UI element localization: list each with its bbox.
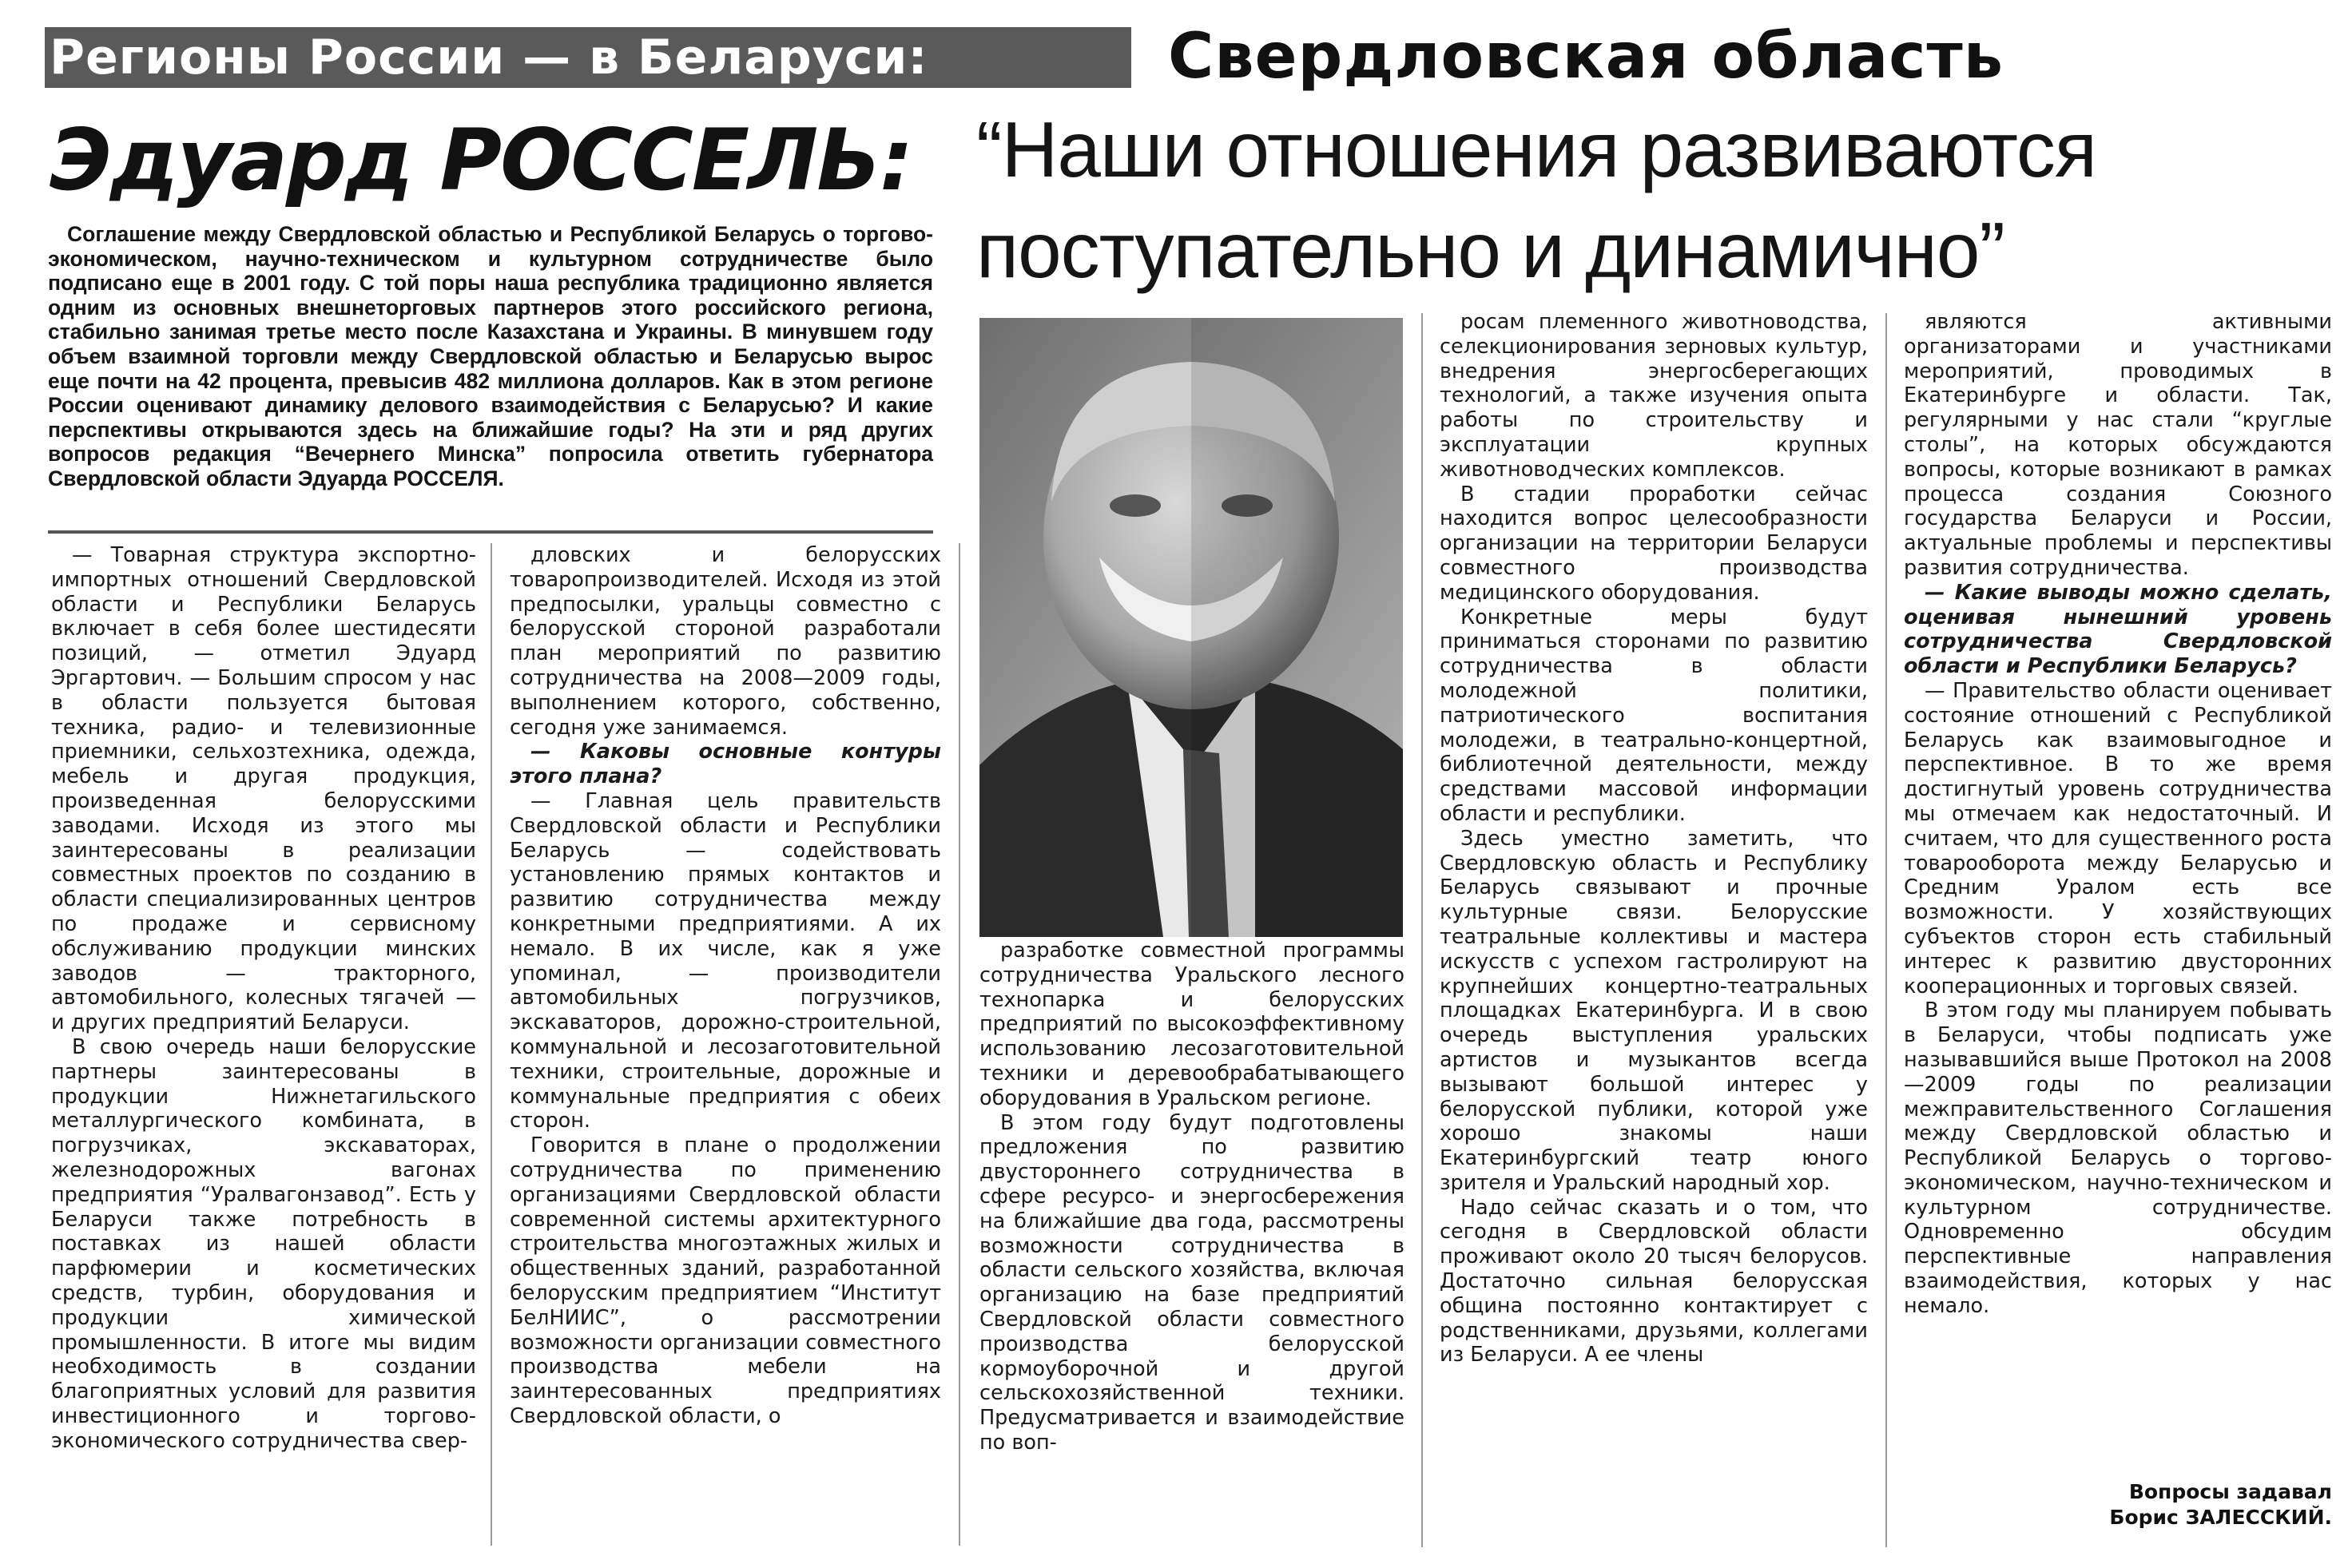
interview-question: — Какие выводы можно сделать, оценивая нынешний уровень сотрудничества Свердловской области и Республики Беларусь? — [1904, 580, 2332, 679]
byline-author: Борис ЗАЛЕССКИЙ. — [2109, 1506, 2332, 1529]
article-column-4 — [1440, 310, 1868, 1552]
lead-divider — [48, 530, 933, 534]
headline-quote — [976, 99, 2247, 315]
column-divider — [1885, 313, 1887, 1547]
byline-role: Вопросы задавал — [2128, 1480, 2332, 1503]
paragraph: — Главная цель правительств Свердловской области и Республики Беларусь — содействовать установлению прямых контактов и развитию сотрудничества между конкретными предприятиями. А их немало. В их числе, как я уже упоминал, — производители автомобильных погрузчиков, экскаваторов, дорожно-строительной, коммунальной и лесозаготовительной техники, строительные, дорожные и коммунальные предприятия с обеих сторон. — [510, 788, 941, 1133]
headline-quote-line-1: “Наши отношения развиваются — [976, 105, 2096, 193]
paragraph: — Товарная структура экспортно-импортных отношений Свердловской области и Республики Беларусь включает в себя более шестидесяти позиций, — отметил Эдуард Эргартович. — Большим спросом у нас в области пользуется бытовая техника, радио- и телевизионные приемники, сельхозтехника, одежда, мебель и другая продукция, произведенная белорусскими заводами. Исходя из этого мы заинтересованы в реализации совместных проектов по созданию в области специализированных центров по продаже и сервисному обслуживанию продукции минских заводов — тракторного, автомобильного, колесных тягачей — и других предприятий Беларуси. — [51, 543, 476, 1035]
article-column-1 — [51, 543, 476, 1550]
paragraph: В стадии проработки сейчас находится вопрос целесообразности организации на территории Беларуси совместного производства медицинского оборудования. — [1440, 482, 1868, 605]
paragraph: Конкретные меры будут приниматься сторонами по развитию сотрудничества в области молодежной политики, патриотического воспитания молодежи, в театрально-концертной, библиотечной деятельности, между средствами массовой информации области и республики. — [1440, 605, 1868, 826]
paragraph: В этом году будут подготовлены предложения по развитию двустороннего сотрудничества в сфере ресурсо- и энергосбережения на ближайшие два года, рассмотрены возможности сотрудничества в области сельского хозяйства, включая организацию на базе предприятий Свердловской области совместного производства белорусской кормоуборочной и другой сельскохозяйственной техники. Предусматривается и взаимодействие по воп- — [979, 1110, 1404, 1455]
portrait-illustration — [979, 318, 1403, 937]
portrait-photo — [979, 318, 1403, 937]
lead-paragraph: Соглашение между Свердловской областью и Республикой Беларусь о торгово-экономическом, научно-техническом и культурном сотрудничестве было подписано еще в 2001 году. С той поры наша республика традиционно является одним из основных внешнеторговых партнеров этого российского региона, стабильно занимая третье место после Казахстана и Украины. В минувшем году объем взаимной торговли между Свердловской областью и Беларусью вырос еще почти на 42 процента, превысив 482 миллиона долларов. Как в этом регионе России оценивают динамику делового взаимодействия с Беларусью? И какие перспективы открываются здесь на ближайшие годы? На эти и ряд других вопросов редакция “Вечернего Минска” попросила ответить губернатора Свердловской области Эдуарда РОССЕЛЯ. — [48, 222, 933, 490]
paragraph: Говорится в плане о продолжении сотрудничества по применению организациями Свердловской области современной системы архитектурного строительства многоэтажных жилых и общественных зданий, разработанной белорусским предприятием “Институт БелНИИС”, о рассмотрении возможности организации совместного производства мебели на заинтересованных предприятиях Свердловской области, о — [510, 1133, 941, 1428]
article-column-2 — [510, 543, 941, 1550]
column-divider — [959, 543, 960, 1546]
interview-question: — Каковы основные контуры этого плана? — [510, 740, 941, 789]
paragraph: дловских и белорусских товаропроизводителей. Исходя из этой предпосылки, уральцы совместно с белорусской стороной разработали план мероприятий по развитию сотрудничества на 2008—2009 годы, выполнением которого, собственно, сегодня уже занимаемся. — [510, 543, 941, 740]
paragraph: Надо сейчас сказать и о том, что сегодня в Свердловской области проживают около 20 тысяч белорусов. Достаточно сильная белорусская община постоянно контактирует с родственниками, друзьями, коллегами из Беларуси. А ее члены — [1440, 1195, 1868, 1368]
series-banner: Регионы России — в Беларуси: — [45, 27, 1131, 88]
headline-quote-line-2: поступательно и динамично” — [976, 206, 2005, 294]
paragraph: являются активными организаторами и участниками мероприятий, проводимых в Екатеринбурге и области. Так, регулярными у нас стали “круглые столы”, на которых обсуждаются вопросы, которые возникают в рамках процесса создания Союзного государства Беларуси и России, актуальные проблемы и перспективы развития сотрудничества. — [1904, 310, 2332, 580]
region-title: Свердловская область — [1168, 21, 2004, 93]
paragraph: Здесь уместно заметить, что Свердловскую область и Республику Беларусь связывают и прочные культурные связи. Белорусские театральные коллективы и мастера искусств с успехом гастролируют на крупнейших концертно-театральных площадках Екатеринбурга. И в свою очередь выступления уральских артистов и музыкантов всегда вызывают большой интерес у белорусской публики, которой уже хорошо знакомы наши Екатеринбургский театр юного зрителя и Уральский народный хор. — [1440, 826, 1868, 1195]
article-column-5 — [1904, 310, 2332, 1476]
paragraph: росам племенного животноводства, селекционирования зерновых культур, внедрения энергосберегающих технологий, а также изучения опыта работы по строительству и эксплуатации крупных животноводческих комплексов. — [1440, 310, 1868, 482]
interviewee-name: Эдуард РОССЕЛЬ: — [50, 111, 912, 209]
byline — [1904, 1479, 2332, 1543]
paragraph: — Правительство области оценивает состояние отношений с Республикой Беларусь как взаимовыгодное и перспективное. В то же время достигнутый уровень сотрудничества мы отмечаем как недостаточный. И считаем, что для существенного роста товарооборота между Беларусью и Средним Уралом есть все возможности. У хозяйствующих субъектов сторон есть стабильный интерес к развитию двусторонних кооперационных и торговых связей. — [1904, 678, 2332, 998]
column-divider — [491, 543, 492, 1546]
paragraph: В этом году мы планируем побывать в Беларуси, чтобы подписать уже называвшийся выше Протокол на 2008—2009 годы по реализации межправительственного Соглашения между Свердловской областью и Республикой Беларусь о торгово-экономическом, научно-техническом и культурном сотрудничестве. Одновременно обсудим перспективные направления взаимодействия, которых у нас немало. — [1904, 998, 2332, 1318]
paragraph: разработке совместной программы сотрудничества Уральского лесного технопарка и белорусских предприятий по высокоэффективному использованию лесозаготовительной техники и деревообрабатывающего оборудования в Уральском регионе. — [979, 939, 1404, 1110]
article-column-3 — [979, 939, 1404, 1550]
paragraph: В свою очередь наши белорусские партнеры заинтересованы в продукции Нижнетагильского металлургического комбината, в погрузчиках, экскаваторах, железнодорожных вагонах предприятия “Уралвагонзавод”. Есть у Беларуси также потребность в поставках из нашей области парфюмерии и косметических средств, турбин, оборудования и продукции химической промышленности. В итоге мы видим необходимость в создании благоприятных условий для развития инвестиционного и торгово-экономического сотрудничества свер- — [51, 1034, 476, 1453]
column-divider — [1421, 313, 1423, 1547]
